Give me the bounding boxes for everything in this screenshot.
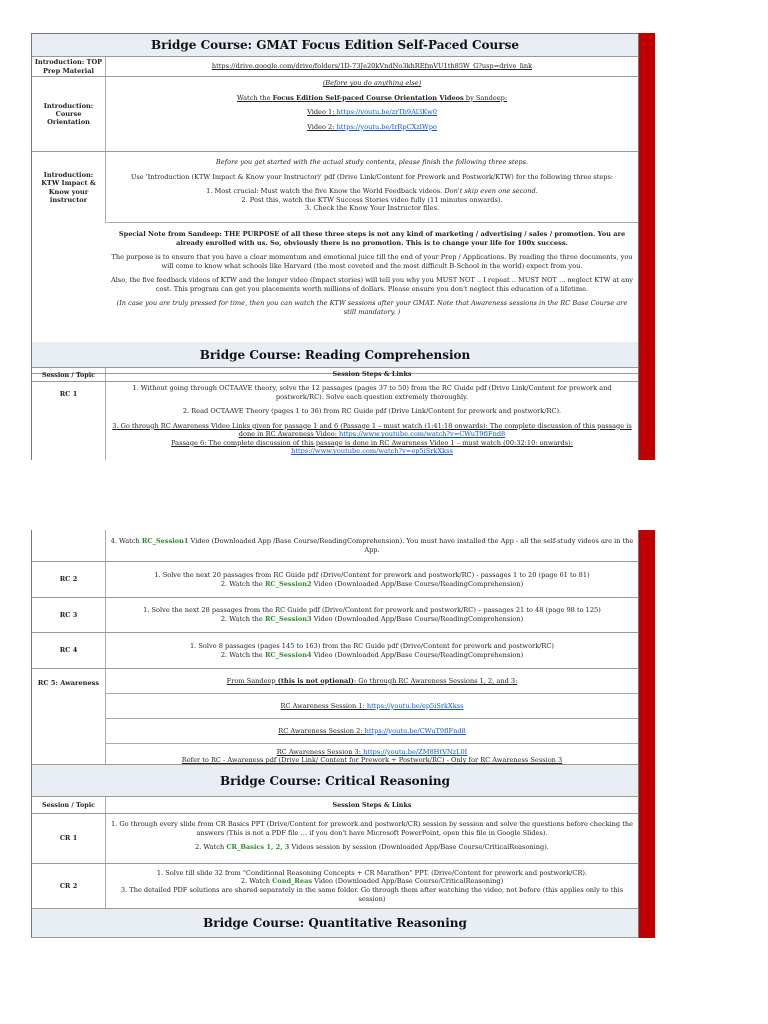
rc-column-header xyxy=(31,368,639,382)
rc1-row-continued xyxy=(31,530,639,562)
cr-header xyxy=(31,765,639,797)
rc2-step-2: 2. Watch the RC_Session2 Video (Downloaded App/Base Course/ReadingComprehension) xyxy=(220,579,524,588)
rc2-step-1: 1. Solve the next 20 passages from RC Guide pdf (Drive/Content for prework and postwork/RC) - passages 1 to 20 (page 61 to 81) xyxy=(154,570,590,579)
cr2-label: CR 2 xyxy=(32,864,106,908)
rc5-session-2: RC Awareness Session 2: https://youtu.be/CWuT9flFnd8 xyxy=(278,726,466,735)
intro-ktw-label: Introduction: KTW Impact & Know your instructor xyxy=(32,152,106,223)
intro-top-label: Introduction: TOP Prep Material xyxy=(32,57,106,76)
intro-orientation-label: Introduction: Course Orientation xyxy=(32,77,106,151)
rc-awareness-session-1-link[interactable]: https://youtu.be/ep5iSrkXkss xyxy=(366,701,464,710)
rc3-label: RC 3 xyxy=(32,598,106,632)
rc3-cell xyxy=(106,598,638,632)
intro-top-row xyxy=(31,57,639,77)
ktw-step-1: 1. Most crucial: Must watch the five Know the World Feedback videos. Don't skip even one second. xyxy=(206,187,538,196)
rc1-label: RC 1 xyxy=(32,382,106,460)
qr-header-text: Bridge Course: Quantitative Reasoning xyxy=(203,916,467,930)
rc4-step-2: 2. Watch the RC_Session4 Video (Downloaded App/Base Course/ReadingComprehension) xyxy=(220,650,524,659)
rc5-intro: From Sandeep (this is not optional): Go through RC Awareness Sessions 1, 2, and 3: xyxy=(226,676,518,685)
rc-col-steps: Session Steps & Links xyxy=(332,370,412,379)
rc5-cell xyxy=(106,669,638,764)
rc1-cell xyxy=(106,382,638,460)
rc-header-text: Bridge Course: Reading Comprehension xyxy=(199,347,471,362)
rc1-step-3: 3. Go through RC Awareness Video Links given for passage 1 and 6 (Passage 1 – must watch (1:41:18 onwards): The complete discussion of this passage is done in RC Awareness Video: https://www.youtube.com/watch?v=CWuT9flFnd8 xyxy=(112,421,632,439)
rc1-passage-6: Passage 6: The complete discussion of this passage is done in RC Awareness Video 1 – must watch (00:32:10: onwards): xyxy=(171,438,573,447)
rc4-step-1: 1. Solve 8 passages (pages 145 to 163) from the RC Guide pdf (Drive/Content for prework and postwork/RC) xyxy=(189,641,554,650)
rc5-session-1: RC Awareness Session 1: https://youtu.be/ep5iSrkXkss xyxy=(280,701,464,710)
intro-orientation-row xyxy=(31,77,639,152)
rc-awareness-link-1[interactable]: https://www.youtube.com/watch?v=CWuT9flFnd8 xyxy=(339,430,506,439)
rc1-step-1: 1. Without going through OCTAAVE theory, solve the 12 passages (pages 37 to 50) from the RC Guide pdf (Drive Link/Content for prework and postwork/RC). Solve each question extremely thoroughly. xyxy=(132,384,612,401)
rc3-row xyxy=(31,598,639,633)
rc-awareness-session-3-link[interactable]: https://youtu.be/ZM8HtVNzL0I xyxy=(363,747,468,756)
rc4-label: RC 4 xyxy=(32,633,106,668)
orientation-video-1: Video 1: https://youtu.be/zrTb9Al3Kw0 xyxy=(307,108,437,117)
rc2-label: RC 2 xyxy=(32,562,106,597)
orientation-note: (Before you do anything else) xyxy=(322,79,422,87)
video-1-link[interactable]: https://youtu.be/zrTb9Al3Kw0 xyxy=(336,108,437,117)
page-title xyxy=(31,33,639,57)
rc2-cell xyxy=(106,562,638,597)
rc-col-session: Session / Topic xyxy=(32,368,106,381)
cr1-step-2: 2. Watch CR_Basics 1, 2, 3 Videos session by session (Downloaded App/Base Course/CriticalReasoning). xyxy=(195,843,549,852)
drive-link[interactable]: https://drive.google.com/drive/folders/1D-73Je20kVndNo3khREfmVU1th85W_G?usp=drive_link xyxy=(211,62,533,71)
sheet-page-2 xyxy=(31,530,639,938)
intro-top-cell xyxy=(106,57,638,76)
ktw-intro: Before you get started with the actual study contents, please finish the following three steps. xyxy=(215,158,529,166)
rc1-label-continued xyxy=(32,530,106,561)
page-title-text: Bridge Course: GMAT Focus Edition Self-Paced Course xyxy=(151,38,519,52)
intro-orientation-cell xyxy=(106,77,638,151)
rc1-row xyxy=(31,382,639,460)
red-side-bar-2 xyxy=(639,530,655,938)
cr1-step-1: 1. Go through every slide from CR Basics PPT (Drive/Content for prework and postwork/CR) session by session and solve the questions before checking the answers (This is not a PDF file … if you don't have Microsoft PowerPoint, open this file in Google Slides). xyxy=(110,820,634,837)
rc4-row xyxy=(31,633,639,669)
rc-awareness-session-2-link[interactable]: https://youtu.be/CWuT9flFnd8 xyxy=(364,726,466,735)
special-note-p1: The purpose is to ensure that you have a clear momentum and emotional juice till the end of your Prep / Applications. By reading the three documents, you will come to know what schools like Harvard (the most coveted and the most difficult B-School in the world) expect from you. xyxy=(111,253,633,270)
rc-header xyxy=(31,342,639,368)
cr2-step-1: 1. Solve till slide 32 from "Conditional Reasoning Concepts + CR Marathon" PPT. (Drive/Content for prework and postwork/CR). xyxy=(156,868,588,877)
qr-header xyxy=(31,909,639,938)
rc5-label: RC 5: Awareness xyxy=(32,669,106,764)
cr2-row xyxy=(31,864,639,909)
rc5-row xyxy=(31,669,639,765)
sheet-page-1 xyxy=(31,33,639,460)
rc4-cell xyxy=(106,633,638,668)
rc5-session-3-note: Refer to RC - Awareness pdf (Drive Link/ Content for Prework + Postwork/RC) - Only for RC Awareness Session 3 xyxy=(181,756,563,765)
rc-awareness-link-6[interactable]: https://www.youtube.com/watch?v=ep5iSrkXkss xyxy=(291,447,453,456)
orientation-video-2: Video 2: https://youtu.be/IrRpCXzlWpo xyxy=(307,122,437,131)
cr2-step-2: 2. Watch Cond_Reas Video (Downloaded App/Base Course/CriticalReasoning) xyxy=(240,877,504,886)
rc3-step-1: 1. Solve the next 28 passages from the RC Guide pdf (Drive/Content for prework and postwork/RC) – passages 21 to 48 (page 98 to 125) xyxy=(143,606,601,615)
rc1-step-2: 2. Read OCTAAVE Theory (pages 1 to 36) from RC Guide pdf (Drive Link/Content for prework and postwork/RC). xyxy=(182,407,562,416)
red-side-bar xyxy=(639,33,655,460)
intro-ktw-cell xyxy=(106,152,638,223)
ktw-step-3: 3. Check the Know Your Instructor files. xyxy=(304,204,440,213)
cr-header-text: Bridge Course: Critical Reasoning xyxy=(219,773,451,788)
cr2-step-3: 3. The detailed PDF solutions are shared separately in the same folder. Go through them after watching the video, not before (this applies only to this session) xyxy=(120,886,624,903)
cr-column-header xyxy=(31,797,639,814)
cr1-cell xyxy=(106,814,638,863)
rc3-step-2: 2. Watch the RC_Session3 Video (Downloaded App/Base Course/ReadingComprehension) xyxy=(220,615,524,623)
cr-col-session: Session / Topic xyxy=(32,797,106,813)
cr-col-steps: Session Steps & Links xyxy=(332,800,412,809)
rc1-cell-continued xyxy=(106,530,638,561)
ktw-step-2: 2. Post this, watch the KTW Success Stories video fully (11 minutes onwards). xyxy=(241,195,503,204)
rc1-step-4: 4. Watch RC_Session1 Video (Downloaded App /Base Course/ReadingComprehension). You must have installed the App - all the self-study videos are in the App. xyxy=(110,536,634,554)
ktw-use: Use 'Introduction (KTW Impact & Know your Instructor)' pdf (Drive Link/Content for Prework and Postwork/KTW) for the following three steps: xyxy=(130,172,614,181)
special-note-p3: (In case you are truly pressed for time, then you can watch the KTW sessions after your GMAT. Note that Awareness sessions in the RC Base Course are still mandatory. ) xyxy=(116,299,628,316)
cr2-cell xyxy=(106,864,638,908)
rc2-row xyxy=(31,562,639,598)
cr1-label: CR 1 xyxy=(32,814,106,863)
rc5-session-3: RC Awareness Session 3: https://youtu.be/ZM8HtVNzL0I xyxy=(276,747,468,756)
orientation-watch: Watch the Focus Edition Self-paced Course Orientation Videos by Sandeep: xyxy=(236,93,508,102)
cr1-row xyxy=(31,814,639,864)
intro-ktw-row xyxy=(31,152,639,374)
special-note-p2: Also, the five feedback videos of KTW and the longer video (Impact stories) will tell you why you MUST NOT .. I repeat .. MUST NOT ... neglect KTW at any cost. This program can get you placements worth millions of dollars. Please ensure you don't neglect this education of a lifetime. xyxy=(110,276,634,293)
special-note-bold: Special Note from Sandeep: THE PURPOSE of all these three steps is not any kind of marketing / advertising / sales / promotion. You are already enrolled with us. So, obviously there is no promotion. This is to change your life for 100x success. xyxy=(118,230,626,247)
video-2-link[interactable]: https://youtu.be/IrRpCXzlWpo xyxy=(336,122,437,131)
